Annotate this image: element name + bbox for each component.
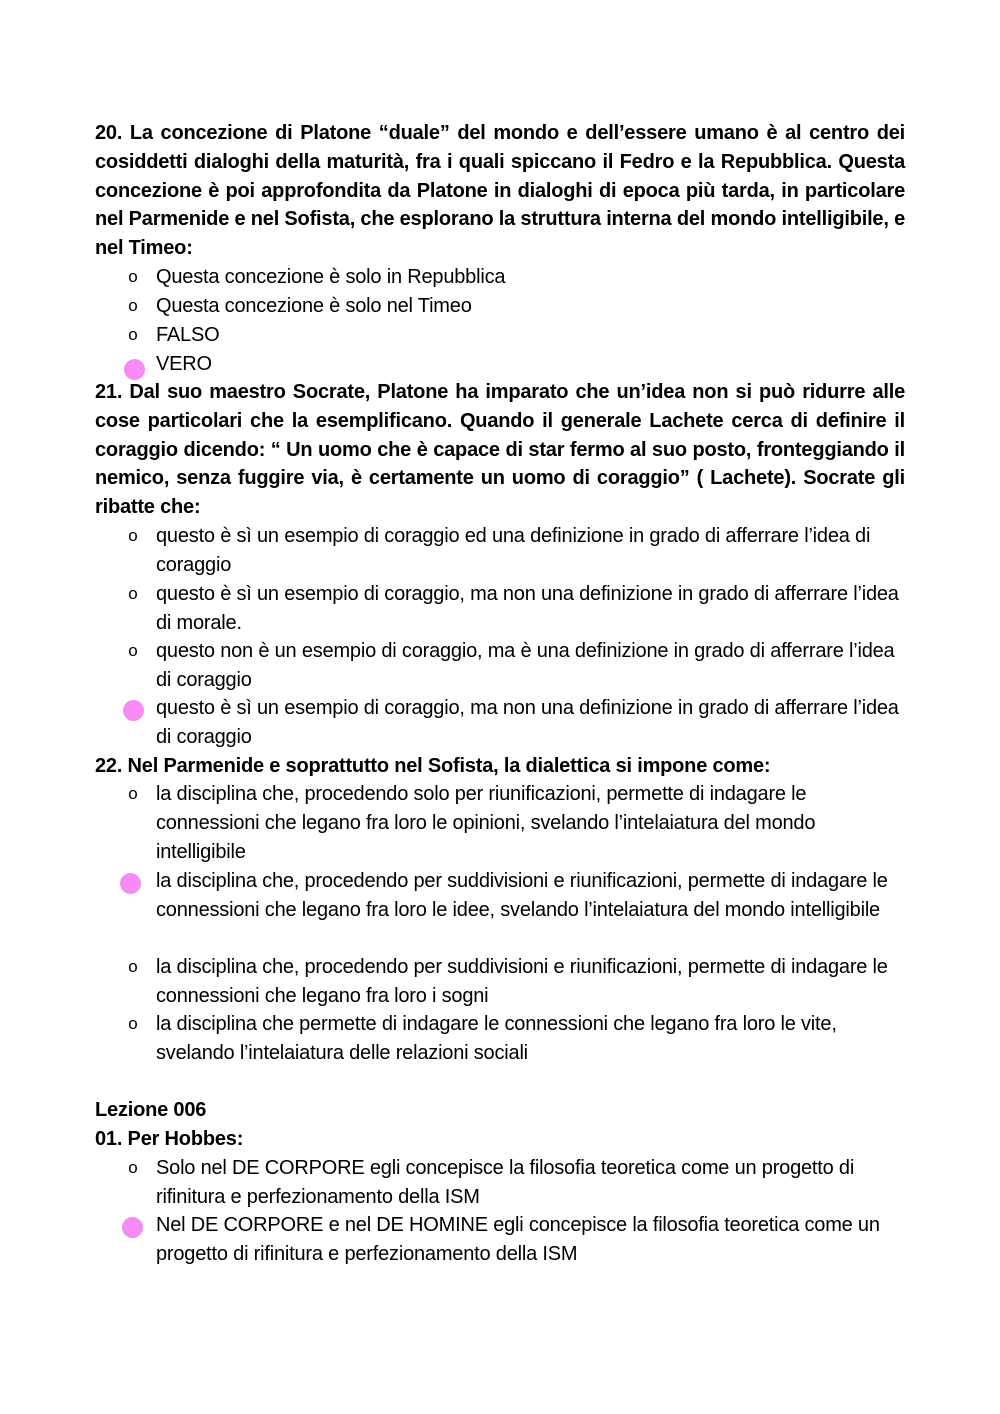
q21-option-1: questo è sì un esempio di coraggio ed una definizione in grado di afferrare l’idea di coraggio bbox=[156, 525, 871, 576]
option-bullet: o bbox=[128, 1158, 138, 1177]
option-bullet: o bbox=[128, 1014, 138, 1033]
q20-option-1: Questa concezione è solo in Repubblica bbox=[156, 266, 506, 288]
q20-option-2: Questa concezione è solo nel Timeo bbox=[156, 295, 472, 317]
lesson-heading: Lezione 006 bbox=[95, 1099, 207, 1121]
q01-option-2: Nel DE CORPORE e nel DE HOMINE egli concepisce la filosofia teoretica come un progetto di rifinitura e perfezionamento della ISM bbox=[156, 1214, 880, 1265]
q22-option-4: la disciplina che permette di indagare le connessioni che legano fra loro le vite, svelando l’intelaiatura delle relazioni sociali bbox=[156, 1013, 837, 1064]
q01-option-1: Solo nel DE CORPORE egli concepisce la filosofia teoretica come un progetto di rifinitura e perfezionamento della ISM bbox=[156, 1157, 855, 1208]
q22-option-3: la disciplina che, procedendo per suddivisioni e riunificazioni, permette di indagare le connessioni che legano fra loro i sogni bbox=[156, 956, 888, 1007]
q21-option-2: questo è sì un esempio di coraggio, ma non una definizione in grado di afferrare l’idea di morale. bbox=[156, 583, 899, 634]
selected-answer-marker-icon bbox=[124, 359, 145, 380]
question-01-text: 01. Per Hobbes: bbox=[95, 1128, 244, 1150]
option-bullet: o bbox=[128, 296, 138, 315]
q22-option-1: la disciplina che, procedendo solo per riunificazioni, permette di indagare le connessioni che legano fra loro le opinioni, svelando l’intelaiatura del mondo intelligibile bbox=[156, 783, 816, 863]
selected-answer-marker-icon bbox=[123, 700, 144, 721]
option-bullet: o bbox=[128, 584, 138, 603]
selected-answer-marker-icon bbox=[120, 873, 141, 894]
option-bullet: o bbox=[128, 325, 138, 344]
option-bullet: o bbox=[128, 526, 138, 545]
option-bullet: o bbox=[128, 641, 138, 660]
option-bullet: o bbox=[128, 957, 138, 976]
q21-option-4: questo è sì un esempio di coraggio, ma non una definizione in grado di afferrare l’idea di coraggio bbox=[156, 697, 899, 748]
option-bullet: o bbox=[128, 267, 138, 286]
q21-option-3: questo non è un esempio di coraggio, ma è una definizione in grado di afferrare l’idea di coraggio bbox=[156, 640, 895, 691]
question-22-text: 22. Nel Parmenide e soprattutto nel Sofista, la dialettica si impone come: bbox=[95, 755, 771, 777]
option-bullet: o bbox=[128, 784, 138, 803]
selected-answer-marker-icon bbox=[122, 1217, 143, 1238]
question-20-text: 20. La concezione di Platone “duale” del mondo e dell’essere umano è al centro dei cosiddetti dialoghi della maturità, fra i quali spiccano il Fedro e la Repubblica. Questa concezione è poi approfondita da Platone in dialoghi di epoca più tarda, in particolare nel Parmenide e nel Sofista, che esplorano la struttura interna del mondo intelligibile, e nel Timeo: bbox=[95, 122, 905, 260]
q22-option-2: la disciplina che, procedendo per suddivisioni e riunificazioni, permette di indagare le connessioni che legano fra loro le idee, svelando l’intelaiatura del mondo intelligibile bbox=[156, 870, 888, 921]
q20-option-4: VERO bbox=[156, 353, 212, 375]
question-21-text: 21. Dal suo maestro Socrate, Platone ha imparato che un’idea non si può ridurre alle cose particolari che la esemplificano. Quando il generale Lachete cerca di definire il coraggio dicendo: “ Un uomo che è capace di star fermo al suo posto, fronteggiando il nemico, senza fuggire via, è certamente un uomo di coraggio” ( Lachete). Socrate gli ribatte che: bbox=[95, 381, 905, 519]
q20-option-3: FALSO bbox=[156, 324, 220, 346]
